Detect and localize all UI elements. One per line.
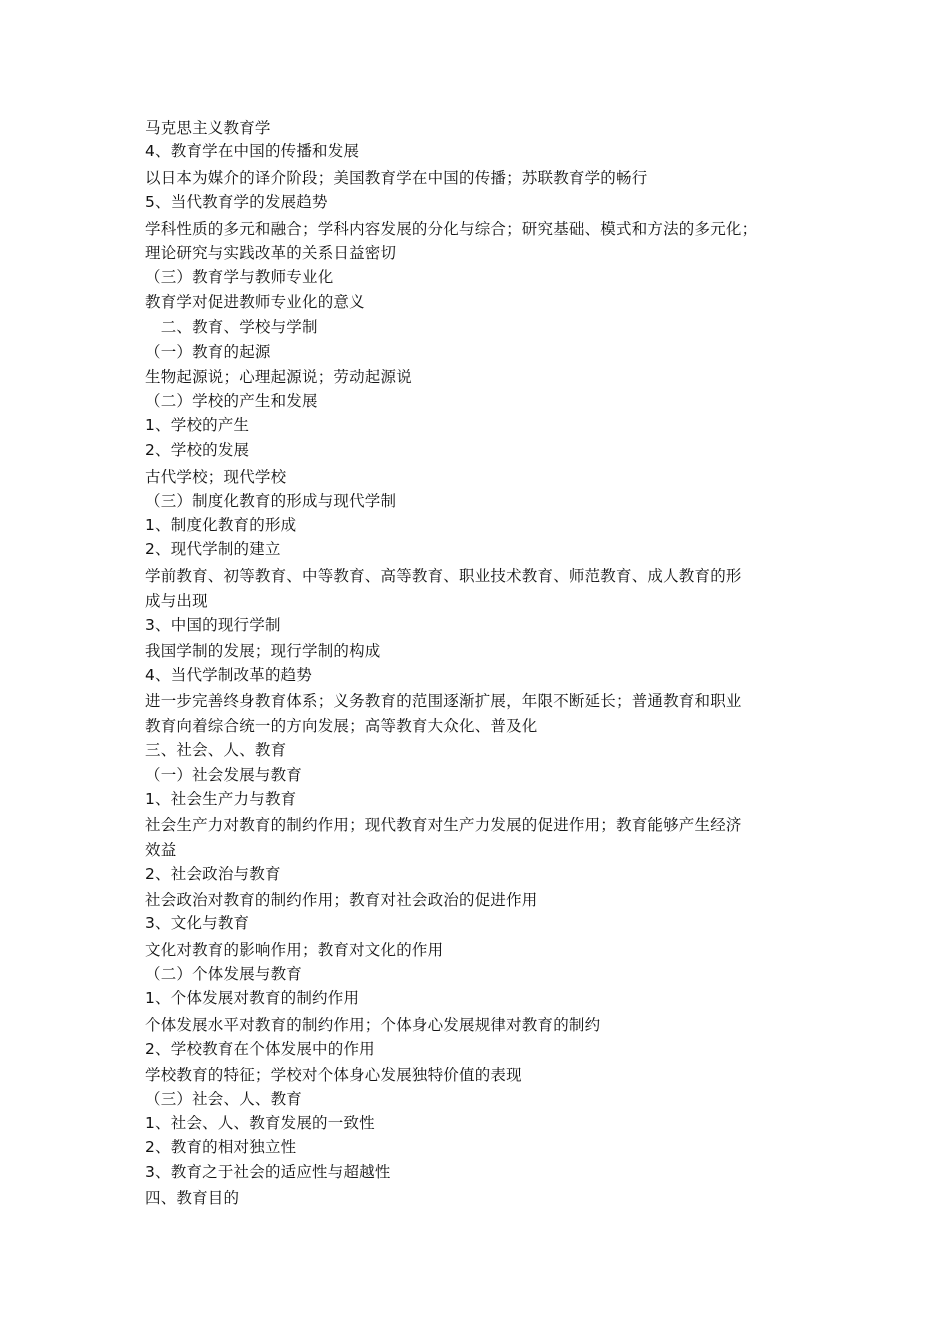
text-line: 四、教育目的 (145, 1189, 240, 1207)
text-line: 效益 (145, 841, 177, 859)
text-line: 1、社会、人、教育发展的一致性 (145, 1114, 375, 1132)
text-line: （二）个体发展与教育 (145, 965, 303, 983)
text-line: 以日本为媒介的译介阶段；美国教育学在中国的传播；苏联教育学的畅行 (145, 169, 648, 187)
text-line: 文化对教育的影响作用；教育对文化的作用 (145, 941, 444, 959)
text-line: 2、教育的相对独立性 (145, 1138, 297, 1156)
text-line: 进一步完善终身教育体系；义务教育的范围逐渐扩展，年限不断延长；普通教育和职业 (145, 692, 742, 710)
text-line: 二、教育、学校与学制 (145, 318, 318, 336)
text-line: 1、社会生产力与教育 (145, 790, 297, 808)
text-line: 学校教育的特征；学校对个体身心发展独特价值的表现 (145, 1066, 522, 1084)
text-line: 理论研究与实践改革的关系日益密切 (145, 244, 397, 262)
text-line: （三）社会、人、教育 (145, 1090, 303, 1108)
text-line: 我国学制的发展；现行学制的构成 (145, 642, 381, 660)
text-line: 4、当代学制改革的趋势 (145, 666, 313, 684)
text-line: 社会政治对教育的制约作用；教育对社会政治的促进作用 (145, 891, 538, 909)
text-line: 1、学校的产生 (145, 416, 250, 434)
text-line: 3、文化与教育 (145, 914, 250, 932)
text-line: （一）教育的起源 (145, 343, 271, 361)
text-line: 2、学校教育在个体发展中的作用 (145, 1040, 375, 1058)
text-line: （三）制度化教育的形成与现代学制 (145, 492, 397, 510)
text-line: （二）学校的产生和发展 (145, 392, 318, 410)
text-line: （三）教育学与教师专业化 (145, 268, 334, 286)
text-line: （一）社会发展与教育 (145, 766, 303, 784)
text-line: 古代学校；现代学校 (145, 468, 287, 486)
text-line: 1、个体发展对教育的制约作用 (145, 989, 360, 1007)
text-line: 1、制度化教育的形成 (145, 516, 297, 534)
text-line: 2、社会政治与教育 (145, 865, 281, 883)
text-line: 社会生产力对教育的制约作用；现代教育对生产力发展的促进作用；教育能够产生经济 (145, 816, 742, 834)
text-line: 生物起源说；心理起源说；劳动起源说 (145, 368, 412, 386)
text-line: 教育学对促进教师专业化的意义 (145, 293, 365, 311)
text-line: 3、中国的现行学制 (145, 616, 281, 634)
text-line: 教育向着综合统一的方向发展；高等教育大众化、普及化 (145, 717, 538, 735)
text-line: 学科性质的多元和融合；学科内容发展的分化与综合；研究基础、模式和方法的多元化； (145, 220, 758, 238)
text-line: 2、现代学制的建立 (145, 540, 281, 558)
text-line: 马克思主义教育学 (145, 119, 271, 137)
text-line: 4、教育学在中国的传播和发展 (145, 142, 360, 160)
text-line: 2、学校的发展 (145, 441, 250, 459)
text-line: 5、当代教育学的发展趋势 (145, 193, 328, 211)
text-line: 个体发展水平对教育的制约作用；个体身心发展规律对教育的制约 (145, 1016, 601, 1034)
text-line: 学前教育、初等教育、中等教育、高等教育、职业技术教育、师范教育、成人教育的形 (145, 567, 742, 585)
text-line: 3、教育之于社会的适应性与超越性 (145, 1163, 391, 1181)
text-line: 三、社会、人、教育 (145, 741, 287, 759)
text-line: 成与出现 (145, 592, 208, 610)
